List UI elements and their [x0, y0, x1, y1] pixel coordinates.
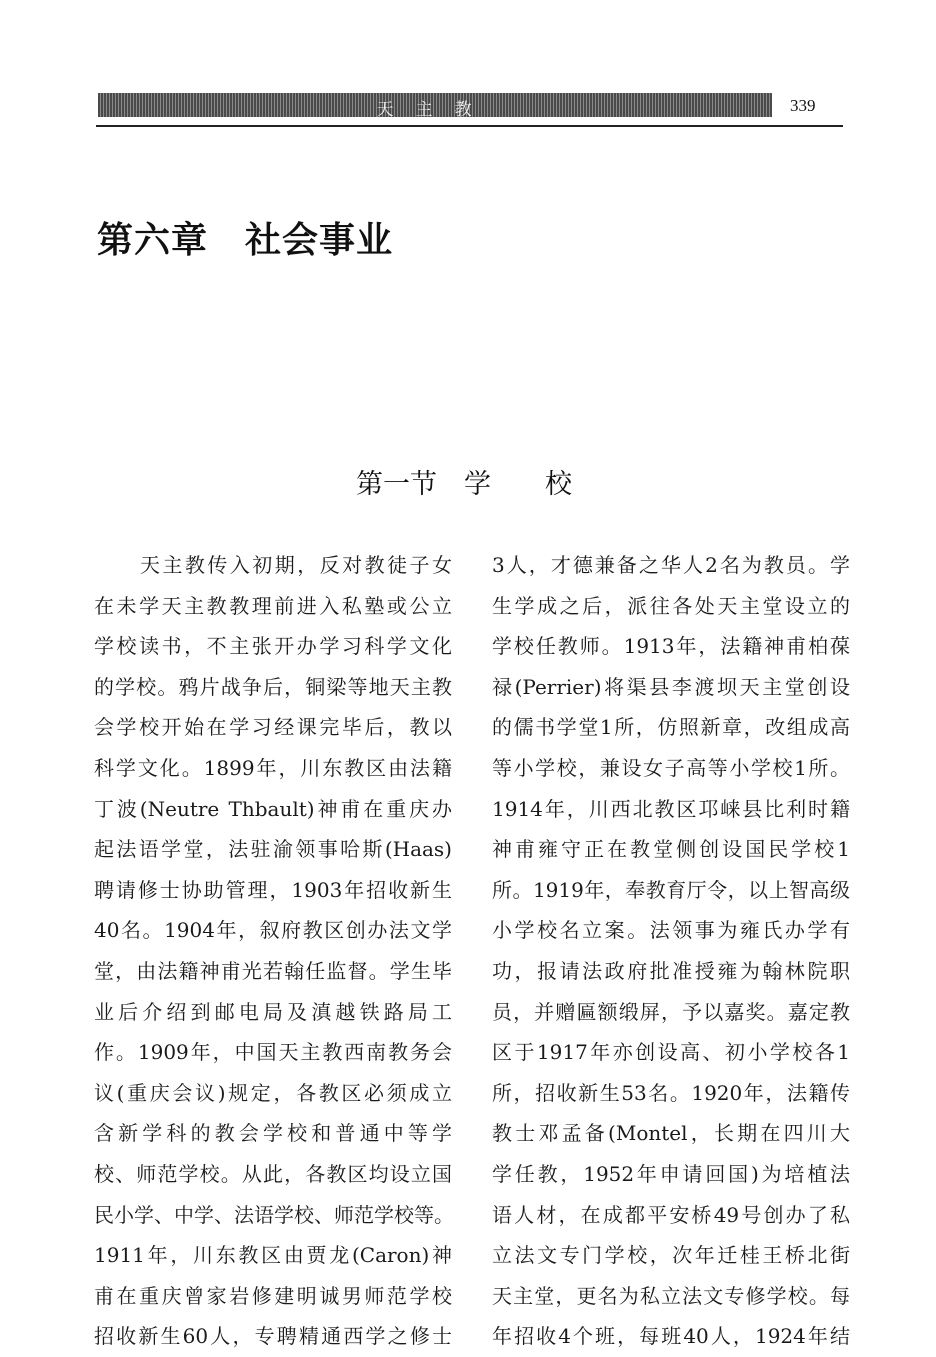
- text-line: 教士邓孟备(Montel，长期在四川大: [492, 1121, 850, 1146]
- section-title: 第一节 学 校: [356, 469, 572, 500]
- text-line: 含新学科的教会学校和普通中等学: [94, 1121, 452, 1146]
- text-line: 1911年，川东教区由贾龙(Caron)神: [94, 1243, 452, 1268]
- chapter-title: 第六章 社会事业: [97, 220, 394, 261]
- text-line: 学任教，1952年申请回国)为培植法: [492, 1161, 850, 1186]
- text-line: 天主教传入初期，反对教徒子女: [140, 553, 452, 577]
- header-rule: [96, 125, 843, 127]
- text-line: 年招收4个班，每班40人，1924年结: [492, 1324, 850, 1349]
- body-column-left: [94, 545, 452, 1357]
- text-line: 作。1909年，中国天主教西南教务会: [94, 1040, 452, 1065]
- text-line: 1914年，川西北教区邛崃县比利时籍: [492, 796, 850, 821]
- text-line: 的儒书学堂1所，仿照新章，改组成高: [492, 715, 850, 740]
- text-line: 3人，才德兼备之华人2名为教员。学: [492, 553, 850, 577]
- running-header-bar: [98, 93, 772, 120]
- text-line: 神甫雍守正在教堂侧创设国民学校1: [492, 837, 850, 862]
- text-line: 甫在重庆曾家岩修建明诚男师范学校: [94, 1283, 452, 1308]
- text-line: 校、师范学校。从此，各教区均设立国: [94, 1161, 452, 1186]
- text-line: 堂，由法籍神甫光若翰任监督。学生毕: [94, 958, 452, 983]
- text-line: 40名。1904年，叙府教区创办法文学: [94, 918, 452, 943]
- body-column-right: [492, 545, 850, 1357]
- text-line: 语人材，在成都平安桥49号创办了私: [492, 1202, 850, 1227]
- text-line: 会学校开始在学习经课完毕后，教以: [94, 715, 452, 740]
- text-line: 区于1917年亦创设高、初小学校各1: [492, 1040, 850, 1065]
- text-line: 学校任教师。1913年，法籍神甫柏葆: [492, 634, 850, 659]
- page-number: 339: [790, 96, 816, 115]
- text-line: 所，招收新生53名。1920年，法籍传: [492, 1080, 850, 1105]
- text-line: 起法语学堂，法驻渝领事哈斯(Haas): [94, 837, 452, 862]
- text-line: 在未学天主教教理前进入私塾或公立: [94, 593, 452, 618]
- text-line: 学校读书，不主张开办学习科学文化: [94, 634, 452, 659]
- text-line: 所。1919年，奉教育厅令，以上智高级: [492, 877, 850, 902]
- text-line: 立法文专门学校，次年迁桂王桥北街: [492, 1243, 850, 1268]
- text-line: 员，并赠匾额缎屏，予以嘉奖。嘉定教: [492, 999, 850, 1024]
- text-line: 业后介绍到邮电局及滇越铁路局工: [94, 999, 452, 1024]
- text-line: 丁波(Neutre Thbault)神甫在重庆办: [94, 796, 452, 821]
- text-line: 的学校。鸦片战争后，铜梁等地天主教: [94, 674, 452, 699]
- text-line: 民小学、中学、法语学校、师范学校等。: [94, 1202, 454, 1227]
- text-line: 招收新生60人，专聘精通西学之修士: [94, 1324, 452, 1349]
- text-line: 功，报请法政府批准授雍为翰林院职: [492, 958, 850, 983]
- text-line: 科学文化。1899年，川东教区由法籍: [94, 755, 452, 780]
- text-line: 生学成之后，派往各处天主堂设立的: [492, 593, 850, 618]
- text-line: 议(重庆会议)规定，各教区必须成立: [94, 1080, 452, 1105]
- text-line: 天主堂，更名为私立法文专修学校。每: [492, 1283, 850, 1308]
- text-line: 聘请修士协助管理，1903年招收新生: [94, 877, 452, 902]
- running-header-title: 天主教: [376, 100, 494, 120]
- text-line: 禄(Perrier)将渠县李渡坝天主堂创设: [492, 674, 850, 699]
- text-line: 等小学校，兼设女子高等小学校1所。: [492, 755, 850, 780]
- text-line: 小学校名立案。法领事为雍氏办学有: [492, 918, 850, 943]
